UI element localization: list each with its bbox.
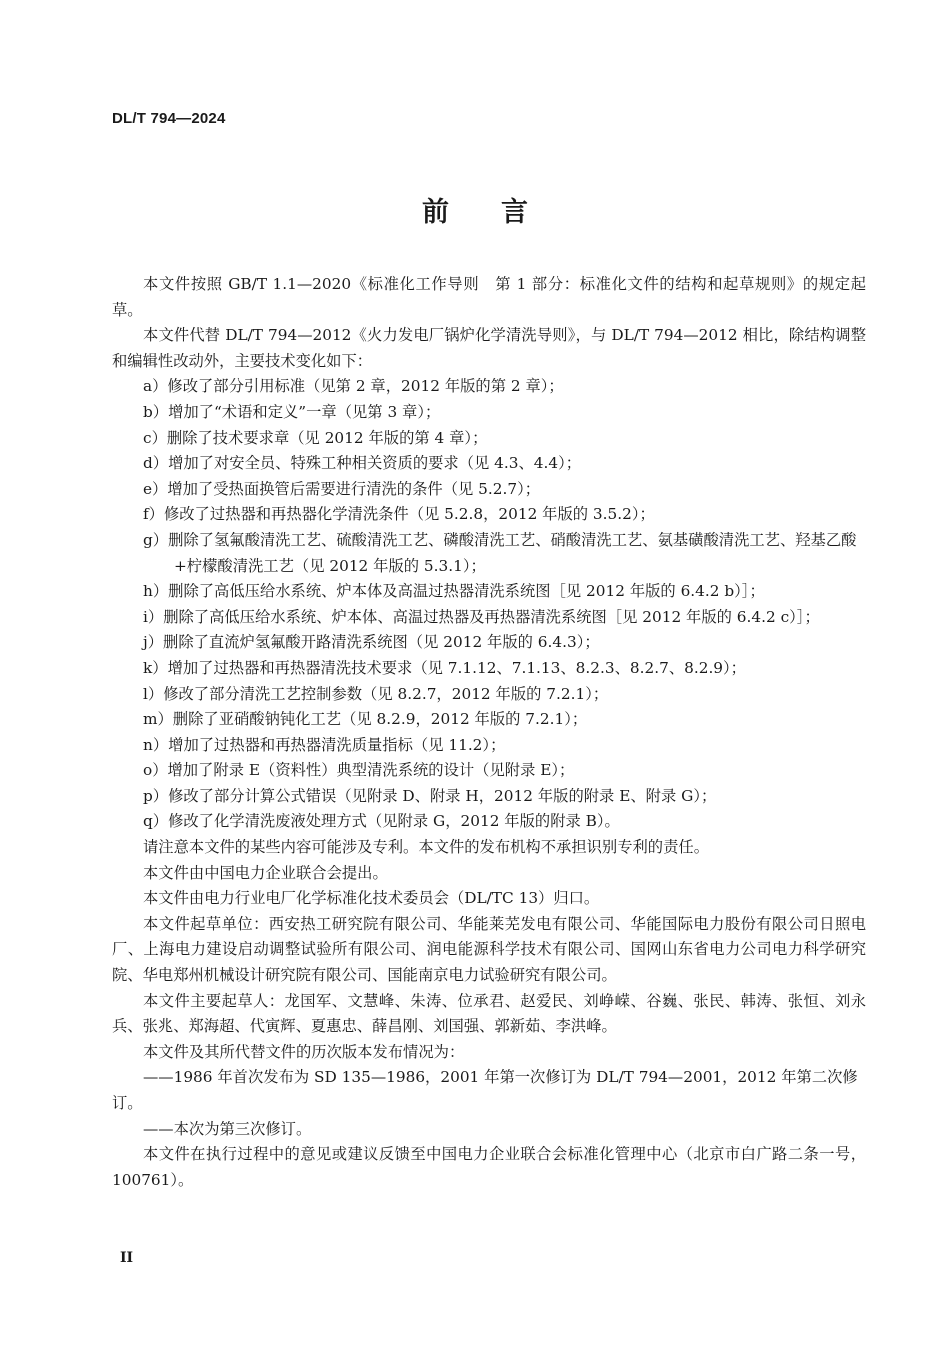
change-item: g）删除了氢氟酸清洗工艺、硫酸清洗工艺、磷酸清洗工艺、硝酸清洗工艺、氨基磺酸清洗工艺、羟基乙酸+柠檬酸清洗工艺（见 2012 年版的 5.3.1）； bbox=[143, 530, 857, 575]
change-item: a）修改了部分引用标准（见第 2 章，2012 年版的第 2 章）； bbox=[143, 377, 564, 396]
change-item: m）删除了亚硝酸钠钝化工艺（见 8.2.9，2012 年版的 7.2.1）； bbox=[143, 710, 588, 729]
change-item: d）增加了对安全员、特殊工种相关资质的要求（见 4.3、4.4）； bbox=[143, 454, 582, 473]
document-code: DL/T 794—2024 bbox=[112, 110, 226, 127]
page-number: II bbox=[120, 1250, 134, 1266]
change-item: b）增加了“术语和定义”一章（见第 3 章）； bbox=[143, 402, 441, 421]
change-item: j）删除了直流炉氢氟酸开路清洗系统图（见 2012 年版的 6.4.3）； bbox=[143, 633, 600, 652]
change-item: h）删除了高低压给水系统、炉本体及高温过热器清洗系统图［见 2012 年版的 6.4.2 b）］； bbox=[143, 582, 765, 601]
proposer-statement: 本文件由中国电力企业联合会提出。 bbox=[143, 863, 388, 882]
change-item: e）增加了受热面换管后需要进行清洗的条件（见 5.2.7）； bbox=[143, 479, 541, 498]
drafters: 本文件主要起草人：龙国军、文慧峰、朱涛、位承君、赵爱民、刘峥嵘、谷巍、张民、韩涛、张恒、刘永兵、张兆、郑海超、代寅辉、夏惠忠、薛昌刚、刘国强、郭新茹、李洪峰。 bbox=[112, 991, 866, 1036]
intro-paragraph: 本文件按照 GB/T 1.1—2020《标准化工作导则 第 1 部分：标准化文件的结构和起草规则》的规定起草。 bbox=[112, 275, 866, 319]
intro-paragraph: 本文件代替 DL/T 794—2012《火力发电厂锅炉化学清洗导则》，与 DL/T 794—2012 相比，除结构调整和编辑性改动外，主要技术变化如下： bbox=[112, 326, 866, 370]
change-item: c）删除了技术要求章（见 2012 年版的第 4 章）； bbox=[143, 428, 488, 447]
change-item: l）修改了部分清洗工艺控制参数（见 8.2.7，2012 年版的 7.2.1）； bbox=[143, 684, 609, 703]
feedback-statement: 本文件在执行过程中的意见或建议反馈至中国电力企业联合会标准化管理中心（北京市白广路二条一号，100761）。 bbox=[112, 1145, 866, 1189]
history-item: ——1986 年首次发布为 SD 135—1986，2001 年第一次修订为 DL/T 794—2001，2012 年第二次修订。 bbox=[112, 1068, 858, 1112]
history-item: ——本次为第三次修订。 bbox=[143, 1119, 312, 1138]
drafting-units: 本文件起草单位：西安热工研究院有限公司、华能莱芜发电有限公司、华能国际电力股份有限公司日照电厂、上海电力建设启动调整试验所有限公司、润电能源科学技术有限公司、国网山东省电力公司电力科学研究院、华电郑州机械设计研究院有限公司、国能南京电力试验研究有限公司。 bbox=[112, 914, 866, 985]
foreword-body bbox=[112, 272, 866, 1193]
change-item: k）增加了过热器和再热器清洗技术要求（见 7.1.12、7.1.13、8.2.3、8.2.7、8.2.9）； bbox=[143, 658, 746, 677]
change-item: o）增加了附录 E（资料性）典型清洗系统的设计（见附录 E）； bbox=[143, 761, 575, 780]
change-item: p）修改了部分计算公式错误（见附录 D、附录 H，2012 年版的附录 E、附录 G）； bbox=[143, 786, 717, 805]
patent-notice: 请注意本文件的某些内容可能涉及专利。本文件的发布机构不承担识别专利的责任。 bbox=[143, 838, 709, 857]
committee-statement: 本文件由电力行业电厂化学标准化技术委员会（DL/TC 13）归口。 bbox=[143, 889, 600, 908]
change-item: i）删除了高低压给水系统、炉本体、高温过热器及再热器清洗系统图［见 2012 年版的 6.4.2 c）］； bbox=[143, 607, 820, 626]
change-item: q）修改了化学清洗废液处理方式（见附录 G，2012 年版的附录 B）。 bbox=[143, 812, 620, 831]
history-intro: 本文件及其所代替文件的历次版本发布情况为： bbox=[143, 1042, 465, 1061]
page-title: 前言 bbox=[422, 197, 580, 228]
change-item: f）修改了过热器和再热器化学清洗条件（见 5.2.8，2012 年版的 3.5.2）； bbox=[143, 505, 655, 524]
change-item: n）增加了过热器和再热器清洗质量指标（见 11.2）； bbox=[143, 735, 506, 754]
